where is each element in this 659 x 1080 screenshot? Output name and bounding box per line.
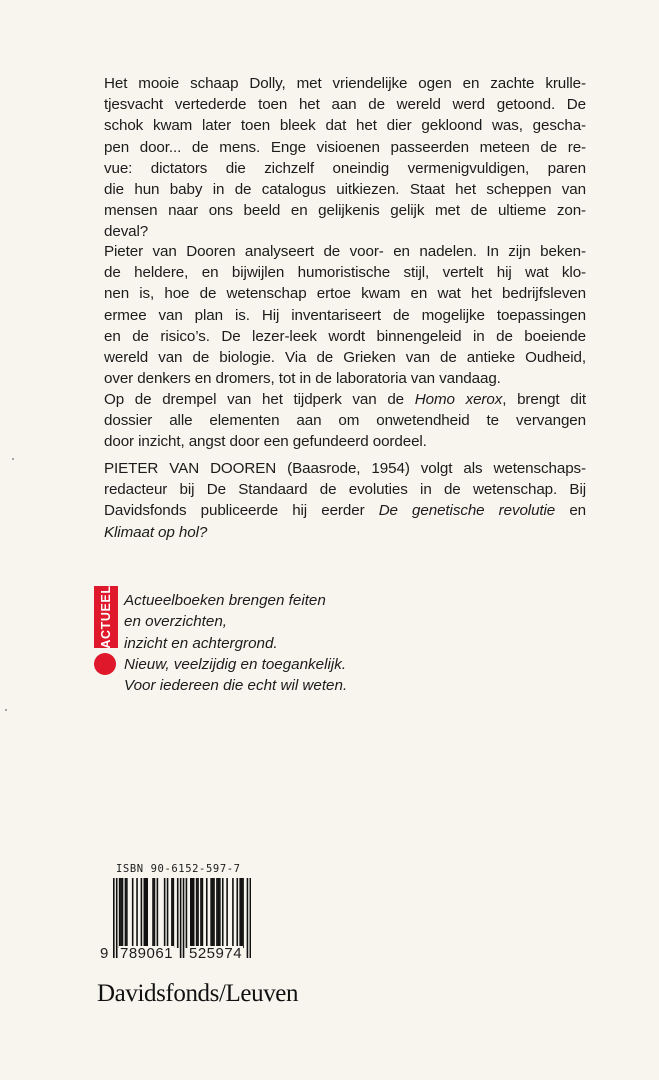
barcode-bar	[125, 878, 127, 948]
barcode-bar	[171, 878, 173, 948]
blurb-line: over denkers en dromers, tot in de laboratoria van vandaag.	[104, 370, 501, 388]
blurb-line: door inzicht, angst door een gefundeerd oordeel.	[104, 433, 427, 451]
publisher-imprint: Davidsfonds/Leuven	[97, 980, 299, 1007]
barcode-bar	[222, 878, 224, 948]
barcode-bar	[206, 878, 208, 948]
barcode-bar	[113, 878, 115, 958]
barcode-bar	[136, 878, 138, 948]
barcode-bar	[242, 878, 244, 948]
blurb-line	[104, 389, 586, 410]
barcode-bar	[167, 878, 169, 948]
barcode-bar	[145, 878, 147, 948]
blurb-line: deval?	[104, 223, 149, 241]
series-slogan	[124, 590, 347, 696]
blurb-line: Pieter van Dooren analyseert de voor- en nadelen. In zijn beken-	[104, 243, 586, 260]
slogan-line: Actueelboeken brengen feiten	[124, 592, 326, 609]
barcode-bar	[218, 878, 220, 948]
author-bio-paragraph	[104, 458, 586, 543]
blurb-line: dossier alle elementen aan om onwetendheid te vervangen	[104, 412, 586, 430]
blurb-paragraph-intro	[104, 73, 586, 243]
barcode-digits-right: 525974	[189, 945, 243, 962]
text-run: Davidsfonds publiceerde hij eerder	[104, 502, 379, 520]
barcode-bar	[196, 878, 198, 948]
italic-term: Homo xerox	[414, 391, 503, 408]
blurb-line: wereld van de biologie. Via de Grieken van de antieke Oudheid,	[104, 349, 586, 367]
blurb-line: redacteur bij De Standaard de evoluties in de wetenschap. Bij	[104, 481, 586, 499]
book-title: De genetische revolutie	[378, 502, 556, 520]
barcode-bar	[154, 878, 156, 948]
barcode-bar	[164, 878, 166, 948]
blurb-line: pen door... de mens. Enge visioenen passeerden meteen de re-	[104, 138, 586, 156]
barcode-bar	[241, 878, 243, 948]
book-title: Klimaat op hol?	[104, 523, 208, 541]
blurb-line: de heldere, en bijwijlen humoristische stijl, vertelt hij wat klo-	[104, 264, 586, 282]
blurb-line: Het mooie schaap Dolly, met vriendelijke ogen en zachte krulle-	[104, 75, 586, 92]
barcode-bar	[183, 878, 185, 958]
barcode-bar	[197, 878, 199, 948]
barcode-bar	[144, 878, 146, 948]
barcode-digit-lead: 9	[100, 945, 109, 962]
barcode-bar	[226, 878, 228, 948]
barcode-bar	[212, 878, 214, 948]
blurb-paragraph-author-analysis	[104, 241, 586, 389]
blurb-line: en de risico’s. De lezer-leek wordt binnengeleid in de boeiende	[104, 327, 586, 345]
isbn-label: ISBN 90-6152-597-7	[116, 863, 241, 875]
barcode-bar	[191, 878, 193, 948]
blurb-line: nen is, hoe de wetenschap ertoe kwam en wat het bedrijfsleven	[104, 285, 586, 303]
blurb-line: schok kwam later toen bleek dat het dier gekloond was, gescha-	[104, 117, 586, 135]
barcode-bar	[152, 878, 154, 948]
barcode-bar	[122, 878, 124, 948]
barcode-bar	[177, 878, 179, 948]
slogan-line: en overzichten,	[124, 613, 227, 631]
text-run: Op de drempel van het tijdperk van de	[104, 391, 415, 408]
barcode-bar	[132, 878, 134, 948]
actueel-label: ACTUEEL	[99, 585, 113, 649]
barcode-bar	[210, 878, 212, 948]
barcode-bar	[232, 878, 234, 948]
barcode-bar	[180, 878, 182, 958]
blurb-line	[104, 500, 586, 521]
text-run: , brengt dit	[502, 391, 587, 408]
actueel-series-badge	[94, 586, 118, 652]
blurb-line: die hun baby in de catalogus uitkiezen. Staat het scheppen van	[104, 181, 586, 199]
barcode-bar	[200, 878, 202, 948]
barcode-bar	[216, 878, 218, 948]
slogan-line: Nieuw, veelzijdig en toegankelijk.	[124, 655, 347, 673]
barcode-bar	[186, 878, 188, 948]
barcode-bar	[250, 878, 251, 958]
barcode-bar	[236, 878, 238, 948]
paper-speck	[5, 709, 7, 711]
blurb-line: ermee van plan is. Hij inventariseert de mogelijke toepassingen	[104, 306, 586, 324]
red-dot-icon	[94, 653, 116, 675]
blurb-line: vue: dictators die zichzelf oneindig vermenigvuldigen, paren	[104, 159, 586, 177]
barcode-bar	[173, 878, 175, 948]
barcode-bar	[120, 878, 122, 948]
barcode-bar	[219, 878, 221, 948]
barcode-bar	[116, 878, 118, 958]
barcode-digits-left: 789061	[120, 945, 174, 962]
barcode-bar	[119, 878, 121, 948]
barcode-bar	[202, 878, 204, 948]
actueel-tag	[94, 586, 118, 648]
barcode-bar	[193, 878, 195, 948]
barcode-bar	[239, 878, 241, 948]
blurb-line	[104, 522, 586, 543]
barcode-bar	[126, 878, 128, 948]
blurb-line: mensen naar ons beeld en gelijkenis gelijk met de ultieme zon-	[104, 202, 586, 220]
blurb-line: PIETER VAN DOOREN (Baasrode, 1954) volgt als wetenschaps-	[104, 460, 586, 477]
barcode-bar	[213, 878, 215, 948]
slogan-line: Voor iedereen die echt wil weten.	[124, 677, 348, 695]
barcode-bar	[247, 878, 249, 958]
text-run: en	[555, 502, 587, 520]
paper-speck	[12, 458, 14, 460]
barcode-bar	[190, 878, 192, 948]
barcode-bar	[146, 878, 148, 948]
barcode-bar	[141, 878, 143, 948]
blurb-paragraph-homo-xerox	[104, 389, 586, 453]
slogan-line: inzicht en achtergrond.	[124, 634, 278, 652]
blurb-line: tjesvacht vertederde toen het aan de wereld werd getoond. De	[104, 96, 586, 114]
barcode-bar	[157, 878, 159, 948]
